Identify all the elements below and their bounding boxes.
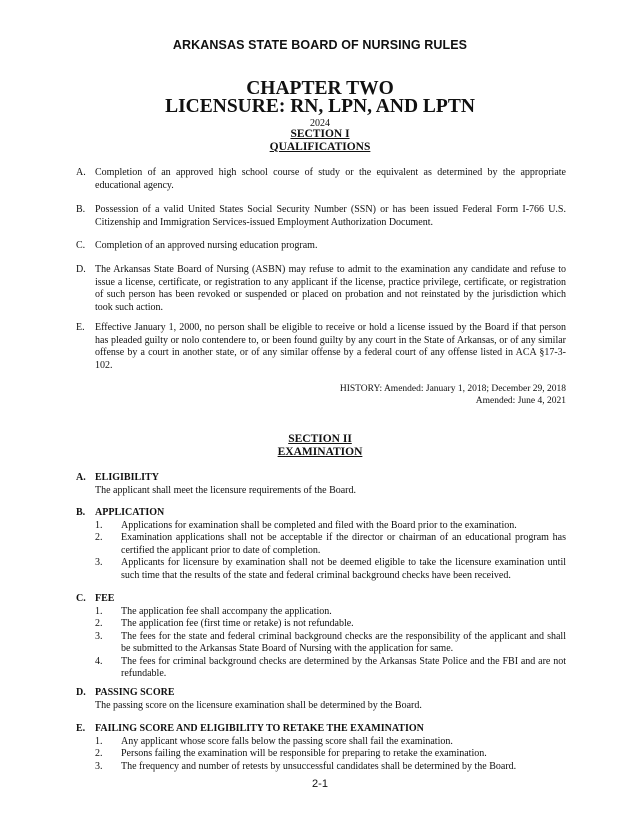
chapter-title: LICENSURE: RN, LPN, AND LPTN [165, 96, 475, 117]
section1-title: SECTION I [290, 128, 350, 140]
section2-title: SECTION II [288, 433, 352, 445]
qualification-item-c [76, 240, 566, 253]
history-line-1: HISTORY: Amended: January 1, 2018; December 29, 2018 [339, 384, 566, 394]
list-item: 1. The application fee shall accompany the application. [95, 605, 332, 617]
subsection-heading: A. ELIGIBILITY [76, 472, 159, 483]
list-item: 4. The fees for criminal background checks are determined by the Arkansas State Police and the FBI and are not refundable. [95, 655, 566, 679]
item-letter: B. [76, 204, 86, 215]
section2-subtitle: EXAMINATION [277, 446, 363, 458]
eligibility-block [76, 472, 566, 497]
list-item: 2. Examination applications shall not be acceptable if the director or chairman of an educational program has certified the applicant prior to date of completion. [95, 532, 566, 556]
fee-block [76, 593, 566, 681]
subsection-heading: D. PASSING SCORE [76, 687, 175, 698]
subsection-heading: C. FEE [76, 593, 115, 604]
item-text: Completion of an approved nursing education program. [95, 240, 318, 251]
item-letter: D. [76, 264, 86, 275]
list-item: 2. The application fee (first time or retake) is not refundable. [95, 618, 354, 629]
item-text: The Arkansas State Board of Nursing (ASBN) may refuse to admit to the examination any candidate and refuse to issue a license, certificate, or registration to any applicant if the license, practice privilege, certificate, or registration of such person has been revoked or suspended or placed on probation and not reinstated by the jurisdiction which took such action. [95, 264, 566, 313]
passing-score-block [76, 687, 566, 712]
list-item: 3. The fees for the state and federal criminal background checks are the responsibility of the applicant and shall be submitted to the Arkansas State Board of Nursing with the application for same. [95, 630, 566, 654]
list-item: 1. Any applicant whose score falls below the passing score shall fail the examination. [95, 735, 453, 747]
failing-score-block [76, 723, 566, 773]
application-block [76, 507, 566, 582]
section1-subtitle: QUALIFICATIONS [269, 141, 371, 153]
item-text: Possession of a valid United States Social Security Number (SSN) or has been issued Federal Form I-766 U.S. Citizenship and Immigration Services-issued Employment Authorization Document. [95, 204, 566, 228]
item-letter: E. [76, 322, 85, 333]
qualification-item-e [76, 322, 566, 372]
list-item: 3. Applicants for licensure by examination shall not be deemed eligible to take the licensure examination until such time that the results of the state and federal criminal background checks have been received. [95, 557, 566, 581]
qualification-item-a [76, 167, 566, 192]
list-item: 3. The frequency and number of retests by unsuccessful candidates shall be determined by the Board. [95, 760, 517, 772]
chapter-year: 2024 [310, 118, 330, 129]
subsection-text: The applicant shall meet the licensure requirements of the Board. [95, 484, 357, 496]
subsection-text: The passing score on the licensure examination shall be determined by the Board. [95, 699, 422, 711]
chapter-number: CHAPTER TWO [246, 78, 394, 99]
item-text: Completion of an approved high school course of study or the equivalent as determined by the appropriate educational agency. [95, 167, 566, 191]
page-number: 2-1 [312, 778, 328, 790]
list-item: 1. Applications for examination shall be completed and filed with the Board prior to the examination. [95, 519, 517, 531]
subsection-heading: E. FAILING SCORE AND ELIGIBILITY TO RETAKE THE EXAMINATION [76, 723, 424, 734]
running-header: ARKANSAS STATE BOARD OF NURSING RULES [172, 38, 468, 52]
qualification-item-d [76, 264, 566, 314]
list-item: 2. Persons failing the examination will be responsible for preparing to retake the examination. [95, 748, 487, 759]
qualification-item-b [76, 204, 566, 229]
history-line-2: Amended: June 4, 2021 [475, 396, 566, 406]
subsection-heading: B. APPLICATION [76, 507, 165, 518]
item-letter: A. [76, 167, 86, 178]
item-text: Effective January 1, 2000, no person shall be eligible to receive or hold a license issued by the Board if that person has pleaded guilty or nolo contendere to, or been found guilty by any court in the State of Arkansas, or of any similar offense by a court in another state, or of any similar offense by a federal court of any offense listed in ACA §17-3-102. [95, 322, 566, 371]
item-letter: C. [76, 240, 86, 251]
